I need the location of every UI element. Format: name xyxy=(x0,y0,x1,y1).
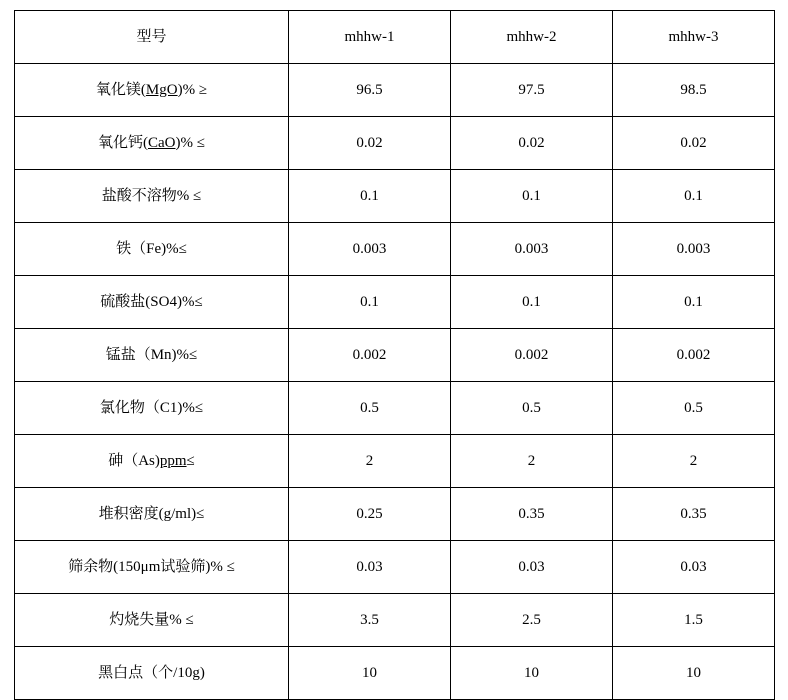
row-value-cell: 0.03 xyxy=(451,541,613,594)
row-value-cell: 10 xyxy=(613,647,775,700)
row-value-cell: 0.1 xyxy=(289,170,451,223)
row-label-cell xyxy=(15,170,289,223)
table-row xyxy=(15,435,775,488)
table-row xyxy=(15,64,775,117)
row-label-text: 盐酸不溶物% ≤ xyxy=(101,187,202,204)
row-value-cell: 0.5 xyxy=(613,382,775,435)
row-value-cell: 0.002 xyxy=(451,329,613,382)
row-value-cell: 0.1 xyxy=(289,276,451,329)
row-value-cell: 0.02 xyxy=(289,117,451,170)
row-value-cell: 98.5 xyxy=(613,64,775,117)
specification-table xyxy=(14,10,775,700)
row-label-cell xyxy=(15,329,289,382)
row-value-cell: 0.1 xyxy=(451,170,613,223)
table-row xyxy=(15,488,775,541)
row-value-cell: 2 xyxy=(451,435,613,488)
row-label-text: 锰盐（Mn)%≤ xyxy=(105,346,198,363)
row-value-cell: 0.002 xyxy=(289,329,451,382)
row-value-cell: 3.5 xyxy=(289,594,451,647)
table-row xyxy=(15,541,775,594)
row-label-cell xyxy=(15,117,289,170)
row-value-cell: 0.02 xyxy=(613,117,775,170)
row-value-cell: 2 xyxy=(289,435,451,488)
table-row xyxy=(15,647,775,700)
row-label-cell xyxy=(15,647,289,700)
header-cell-variant-2: mhhw-2 xyxy=(451,11,613,64)
row-label-cell xyxy=(15,276,289,329)
row-label-prefix: 砷（As) xyxy=(108,452,160,469)
row-value-cell: 97.5 xyxy=(451,64,613,117)
row-value-cell: 0.35 xyxy=(451,488,613,541)
row-label-underlined-term: ppm xyxy=(159,452,187,469)
row-label-cell xyxy=(15,435,289,488)
row-value-cell: 10 xyxy=(289,647,451,700)
row-value-cell: 0.02 xyxy=(451,117,613,170)
row-value-cell: 0.1 xyxy=(613,170,775,223)
row-label-cell xyxy=(15,488,289,541)
row-value-cell: 2 xyxy=(613,435,775,488)
row-label-text: 硫酸盐(SO4)%≤ xyxy=(100,293,203,310)
row-label-underlined-term: CaO xyxy=(148,134,176,151)
row-value-cell: 0.35 xyxy=(613,488,775,541)
row-value-cell: 1.5 xyxy=(613,594,775,647)
header-cell-variant-3: mhhw-3 xyxy=(613,11,775,64)
row-label-text: 黑白点（个/10g) xyxy=(98,664,205,681)
row-label-cell xyxy=(15,541,289,594)
row-label-cell xyxy=(15,594,289,647)
header-cell-model: 型号 xyxy=(15,11,289,64)
row-value-cell: 0.003 xyxy=(451,223,613,276)
row-label-text: 氯化物（C1)%≤ xyxy=(99,399,204,416)
row-label-underlined-term: MgO xyxy=(145,81,178,98)
table-header-row xyxy=(15,11,775,64)
row-label-text: 筛余物(150μm试验筛)% ≤ xyxy=(68,558,235,575)
row-label-prefix: 氧化镁( xyxy=(95,81,146,98)
row-label-text: 堆积密度(g/ml)≤ xyxy=(98,505,205,522)
row-value-cell: 0.003 xyxy=(613,223,775,276)
row-value-cell: 0.5 xyxy=(289,382,451,435)
row-value-cell: 0.03 xyxy=(289,541,451,594)
header-cell-variant-1: mhhw-1 xyxy=(289,11,451,64)
row-label-suffix: )% ≤ xyxy=(175,134,205,151)
table-row xyxy=(15,276,775,329)
row-label-suffix: )% ≥ xyxy=(177,81,208,98)
row-label-cell xyxy=(15,64,289,117)
row-label-text: 铁（Fe)%≤ xyxy=(116,240,187,257)
row-value-cell: 0.002 xyxy=(613,329,775,382)
row-label-suffix: ≤ xyxy=(186,452,195,469)
row-value-cell: 96.5 xyxy=(289,64,451,117)
row-label-text: 灼烧失量% ≤ xyxy=(109,611,194,628)
table-row xyxy=(15,382,775,435)
row-label-prefix: 氧化钙( xyxy=(98,134,148,151)
row-value-cell: 0.1 xyxy=(613,276,775,329)
row-value-cell: 10 xyxy=(451,647,613,700)
row-label-cell xyxy=(15,223,289,276)
table-row xyxy=(15,170,775,223)
row-value-cell: 0.1 xyxy=(451,276,613,329)
row-value-cell: 0.25 xyxy=(289,488,451,541)
row-value-cell: 0.003 xyxy=(289,223,451,276)
table-row xyxy=(15,594,775,647)
row-value-cell: 0.03 xyxy=(613,541,775,594)
row-label-cell xyxy=(15,382,289,435)
table-row xyxy=(15,329,775,382)
table-row xyxy=(15,223,775,276)
row-value-cell: 0.5 xyxy=(451,382,613,435)
row-value-cell: 2.5 xyxy=(451,594,613,647)
table-row xyxy=(15,117,775,170)
